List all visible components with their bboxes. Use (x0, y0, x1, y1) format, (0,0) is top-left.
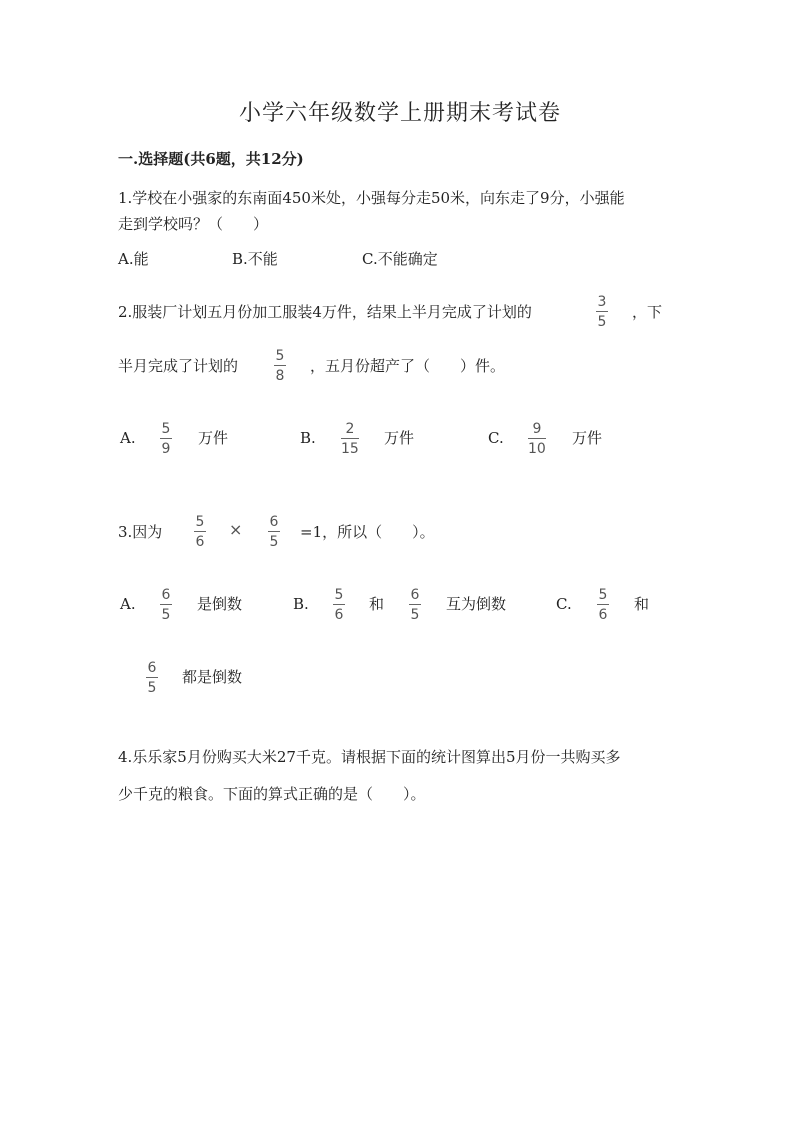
q3-intro: 3.因为 (118, 523, 163, 541)
numerator: 9 (532, 421, 542, 437)
fraction-bar (146, 677, 158, 678)
q2-option-a-unit: 万件 (198, 429, 229, 447)
q3-option-b-fraction-2 (409, 587, 421, 623)
denominator: 6 (598, 607, 608, 623)
numerator: 6 (147, 660, 157, 676)
denominator: 5 (597, 314, 607, 330)
q2-option-b-fraction (341, 421, 359, 457)
q3-option-c-and: 和 (634, 595, 650, 613)
q3-option-a-text: 是倒数 (197, 595, 243, 613)
denominator: 10 (528, 441, 546, 457)
q2-option-a-fraction (160, 421, 172, 457)
denominator: 15 (341, 441, 359, 457)
fraction-bar (160, 604, 172, 605)
fraction-bar (409, 604, 421, 605)
q1-option-c: C.不能确定 (362, 250, 438, 268)
numerator: 5 (195, 514, 205, 530)
q2-option-a-label: A. (120, 429, 136, 447)
section-heading: 一.选择题(共6题，共12分) (118, 150, 304, 168)
q1-option-a: A.能 (118, 250, 149, 268)
denominator: 5 (269, 534, 279, 550)
q3-option-a-fraction (160, 587, 172, 623)
q3-fraction-5-6 (194, 514, 206, 550)
fraction-bar (333, 604, 345, 605)
denominator: 5 (410, 607, 420, 623)
q2-option-c-unit: 万件 (572, 429, 603, 447)
numerator: 6 (410, 587, 420, 603)
q2-option-c-label: C. (488, 429, 504, 447)
fraction-bar (274, 365, 286, 366)
q3-option-b-text: 互为倒数 (446, 595, 507, 613)
q2-line2: 半月完成了计划的 (118, 357, 239, 375)
q3-option-a-label: A. (120, 595, 136, 613)
fraction-bar (160, 438, 172, 439)
times-sign: × (229, 520, 243, 539)
q3-option-c-fraction-2 (146, 660, 158, 696)
q2-option-c-fraction (528, 421, 546, 457)
numerator: 6 (269, 514, 279, 530)
q1-line2: 走到学校吗？（ ） (118, 215, 269, 233)
q4-line2: 少千克的粮食。下面的算式正确的是（ ）。 (118, 785, 426, 803)
fraction-bar (597, 604, 609, 605)
denominator: 6 (195, 534, 205, 550)
q1-option-b: B.不能 (232, 250, 278, 268)
q1-line1: 1.学校在小强家的东南面450米处，小强每分走50米，向东走了9分，小强能 (118, 189, 625, 207)
denominator: 5 (147, 680, 157, 696)
q4-line1: 4.乐乐家5月份购买大米27千克。请根据下面的统计图算出5月份一共购买多 (118, 748, 621, 766)
fraction-bar (596, 311, 608, 312)
q3-option-c-fraction-1 (597, 587, 609, 623)
denominator: 6 (334, 607, 344, 623)
numerator: 3 (597, 294, 607, 310)
fraction-bar (341, 438, 359, 439)
numerator: 6 (161, 587, 171, 603)
denominator: 9 (161, 441, 171, 457)
q2-line1: 2.服装厂计划五月份加工服装4万件，结果上半月完成了计划的 (118, 303, 532, 321)
q3-option-c-label: C. (556, 595, 572, 613)
fraction-bar (268, 531, 280, 532)
q2-option-b-unit: 万件 (384, 429, 415, 447)
denominator: 8 (275, 368, 285, 384)
numerator: 5 (598, 587, 608, 603)
q3-option-c-text: 都是倒数 (182, 668, 243, 686)
fraction-bar (194, 531, 206, 532)
q3-option-b-label: B. (293, 595, 309, 613)
q3-option-b-and: 和 (369, 595, 385, 613)
q3-conclusion: =1，所以（ ）。 (300, 523, 435, 541)
q3-option-b-fraction-1 (333, 587, 345, 623)
q2-line2-end: ，五月份超产了（ ）件。 (310, 357, 506, 375)
q2-fraction-5-8 (274, 348, 286, 384)
page-title: 小学六年级数学上册期末考试卷 (238, 101, 561, 126)
numerator: 2 (345, 421, 355, 437)
denominator: 5 (161, 607, 171, 623)
fraction-bar (528, 438, 546, 439)
q3-fraction-6-5 (268, 514, 280, 550)
numerator: 5 (334, 587, 344, 603)
q2-fraction-3-5 (596, 294, 608, 330)
q2-option-b-label: B. (300, 429, 316, 447)
numerator: 5 (275, 348, 285, 364)
q2-line1-end: ，下 (632, 303, 663, 321)
numerator: 5 (161, 421, 171, 437)
